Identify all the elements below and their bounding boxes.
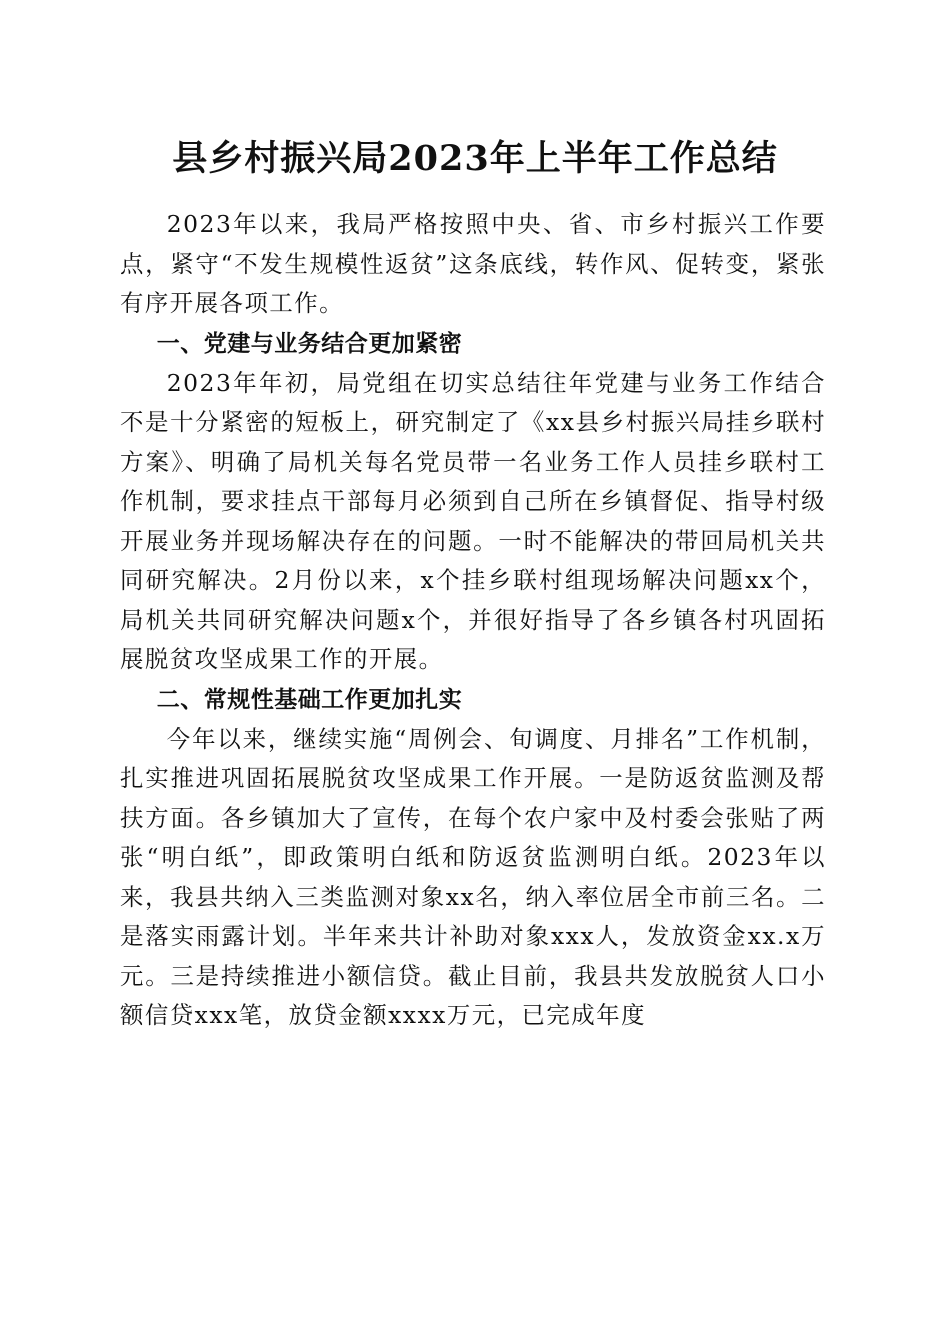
section-2-heading: 二、常规性基础工作更加扎实	[156, 686, 463, 713]
document-body	[120, 205, 826, 1036]
section-2-paragraph: 今年以来，继续实施“周例会、旬调度、月排名”工作机制，扎实推进巩固拓展脱贫攻坚成果工作开展。一是防返贫监测及帮扶方面。各乡镇加大了宣传，在每个农户家中及村委会张贴了两张“明白纸”，即政策明白纸和防返贫监测明白纸。2023年以来，我县共纳入三类监测对象xx名，纳入率位居全市前三名。二是落实雨露计划。半年来共计补助对象xxx人，发放资金xx.x万元。三是持续推进小额信贷。截止目前，我县共发放脱贫人口小额信贷xxx笔，放贷金额xxxx万元，已完成年度	[120, 724, 826, 1029]
section-1-heading: 一、党建与业务结合更加紧密	[156, 330, 463, 357]
document-title: 县乡村振兴局2023年上半年工作总结	[172, 138, 778, 179]
section-1-paragraph: 2023年年初，局党组在切实总结往年党建与业务工作结合不是十分紧密的短板上，研究制定了《xx县乡村振兴局挂乡联村方案》、明确了局机关每名党员带一名业务工作人员挂乡联村工作机制，要求挂点干部每月必须到自己所在乡镇督促、指导村级开展业务并现场解决存在的问题。一时不能解决的带回局机关共同研究解决。2月份以来，x个挂乡联村组现场解决问题xx个，局机关共同研究解决问题x个，并很好指导了各乡镇各村巩固拓展脱贫攻坚成果工作的开展。	[120, 368, 826, 673]
intro-paragraph: 2023年以来，我局严格按照中央、省、市乡村振兴工作要点，紧守“不发生规模性返贫”这条底线，转作风、促转变，紧张有序开展各项工作。	[120, 210, 826, 317]
